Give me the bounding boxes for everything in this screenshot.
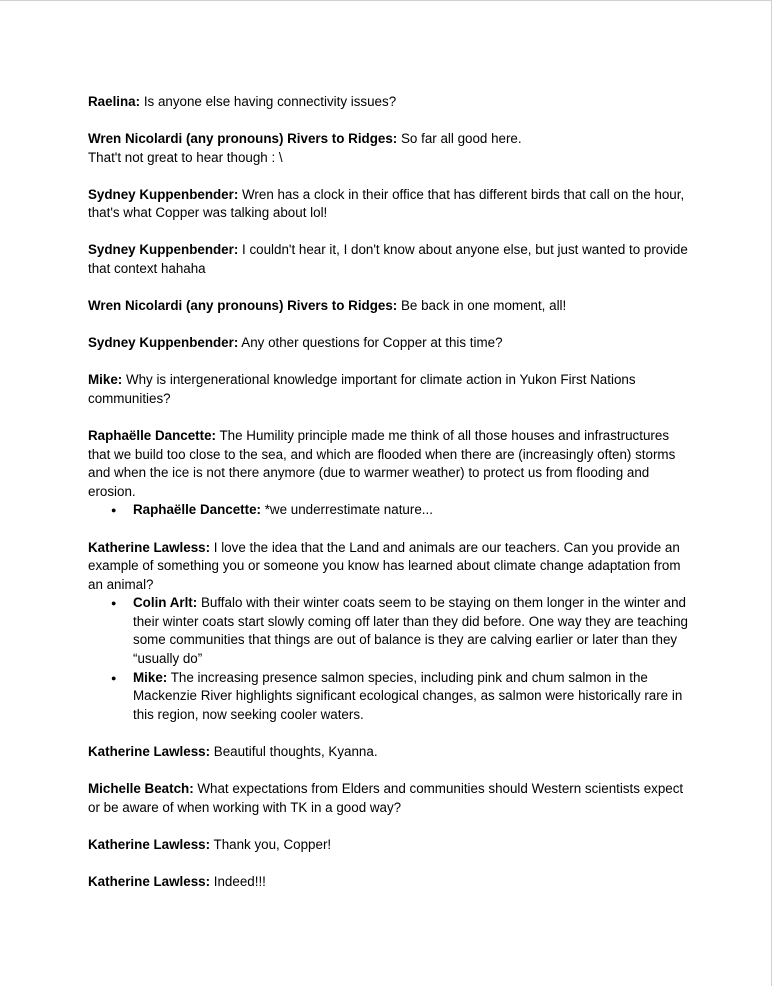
- message-speaker: Wren Nicolardi (any pronouns) Rivers to Ridges:: [88, 131, 398, 147]
- message-text: Be back in one moment, all!: [397, 298, 567, 314]
- reply-list: [88, 501, 688, 520]
- message-speaker: Katherine Lawless:: [88, 539, 211, 555]
- chat-message: [88, 539, 688, 595]
- message-speaker: Raphaëlle Dancette:: [88, 428, 216, 444]
- chat-message: [88, 873, 688, 892]
- message-speaker: Sydney Kuppenbender:: [88, 335, 239, 351]
- message-text: Is anyone else having connectivity issues?: [140, 94, 397, 109]
- message-text: Wren has a clock in their office that has different birds that call on the hour, that's what Copper was talking about lol!: [88, 186, 685, 221]
- reply-item: [133, 669, 688, 725]
- message-speaker: Katherine Lawless:: [88, 743, 211, 759]
- message-text: The Humility principle made me think of all those houses and infrastructures that we build too close to the sea, and which are flooded when there are (increasingly often) storms and when the ice is not there anymore (due to warmer weather) to protect us from flooding and erosion.: [88, 428, 676, 499]
- reply-list: [88, 594, 688, 724]
- message-text: Thank you, Copper!: [210, 836, 332, 852]
- reply-text: The increasing presence salmon species, including pink and chum salmon in the Mackenzie River highlights significant ecological changes, as salmon were historically rare in this region, now seeking cooler waters.: [133, 669, 683, 722]
- reply-item: [133, 501, 688, 520]
- reply-text: Buffalo with their winter coats seem to be staying on them longer in the winter and their winter coats start slowly coming off later than they did before. One way they are teaching some communities that things are out of balance is they are calving earlier or later than they “usually do”: [133, 595, 689, 667]
- reply-speaker: Mike:: [133, 669, 168, 685]
- message-text: I couldn't hear it, I don't know about anyone else, but just wanted to provide that context hahaha: [88, 242, 688, 277]
- message-speaker: Katherine Lawless:: [88, 836, 211, 852]
- chat-message: [88, 427, 688, 501]
- chat-message: [88, 130, 688, 167]
- message-speaker: Wren Nicolardi (any pronouns) Rivers to Ridges:: [88, 298, 398, 314]
- reply-text: *we underrestimate nature...: [261, 502, 433, 518]
- message-text: Any other questions for Copper at this time?: [238, 335, 503, 351]
- message-speaker: Sydney Kuppenbender:: [88, 186, 239, 202]
- chat-message: [88, 334, 688, 353]
- message-text: What expectations from Elders and communities should Western scientists expect or be aware of when working with TK in a good way?: [88, 781, 684, 815]
- chat-message: [88, 780, 688, 817]
- reply-item: [133, 594, 688, 668]
- message-text: I love the idea that the Land and animals are our teachers. Can you provide an example of something you or someone you know has learned about climate change adaptation from an animal?: [88, 539, 681, 592]
- reply-speaker: Colin Arlt:: [133, 595, 198, 611]
- message-text: Why is intergenerational knowledge important for climate action in Yukon First Nations communities?: [88, 372, 636, 406]
- chat-message: [88, 186, 688, 223]
- message-speaker: Mike:: [88, 372, 123, 388]
- message-speaker: Sydney Kuppenbender:: [88, 242, 239, 258]
- chat-message: [88, 371, 688, 408]
- message-text: Beautiful thoughts, Kyanna.: [210, 743, 378, 759]
- chat-message: [88, 241, 688, 278]
- message-speaker: Raelina:: [88, 94, 141, 109]
- message-speaker: Michelle Beatch:: [88, 781, 194, 797]
- message-text: Indeed!!!: [210, 873, 266, 889]
- message-text-line2: That't not great to hear though : \: [88, 149, 283, 165]
- message-speaker: Katherine Lawless:: [88, 873, 211, 889]
- chat-message: [88, 836, 688, 855]
- chat-transcript: [88, 93, 688, 910]
- chat-message: [88, 93, 688, 112]
- message-text: So far all good here.: [397, 131, 522, 147]
- chat-message: [88, 743, 688, 762]
- reply-speaker: Raphaëlle Dancette:: [133, 502, 261, 518]
- chat-message: [88, 297, 688, 316]
